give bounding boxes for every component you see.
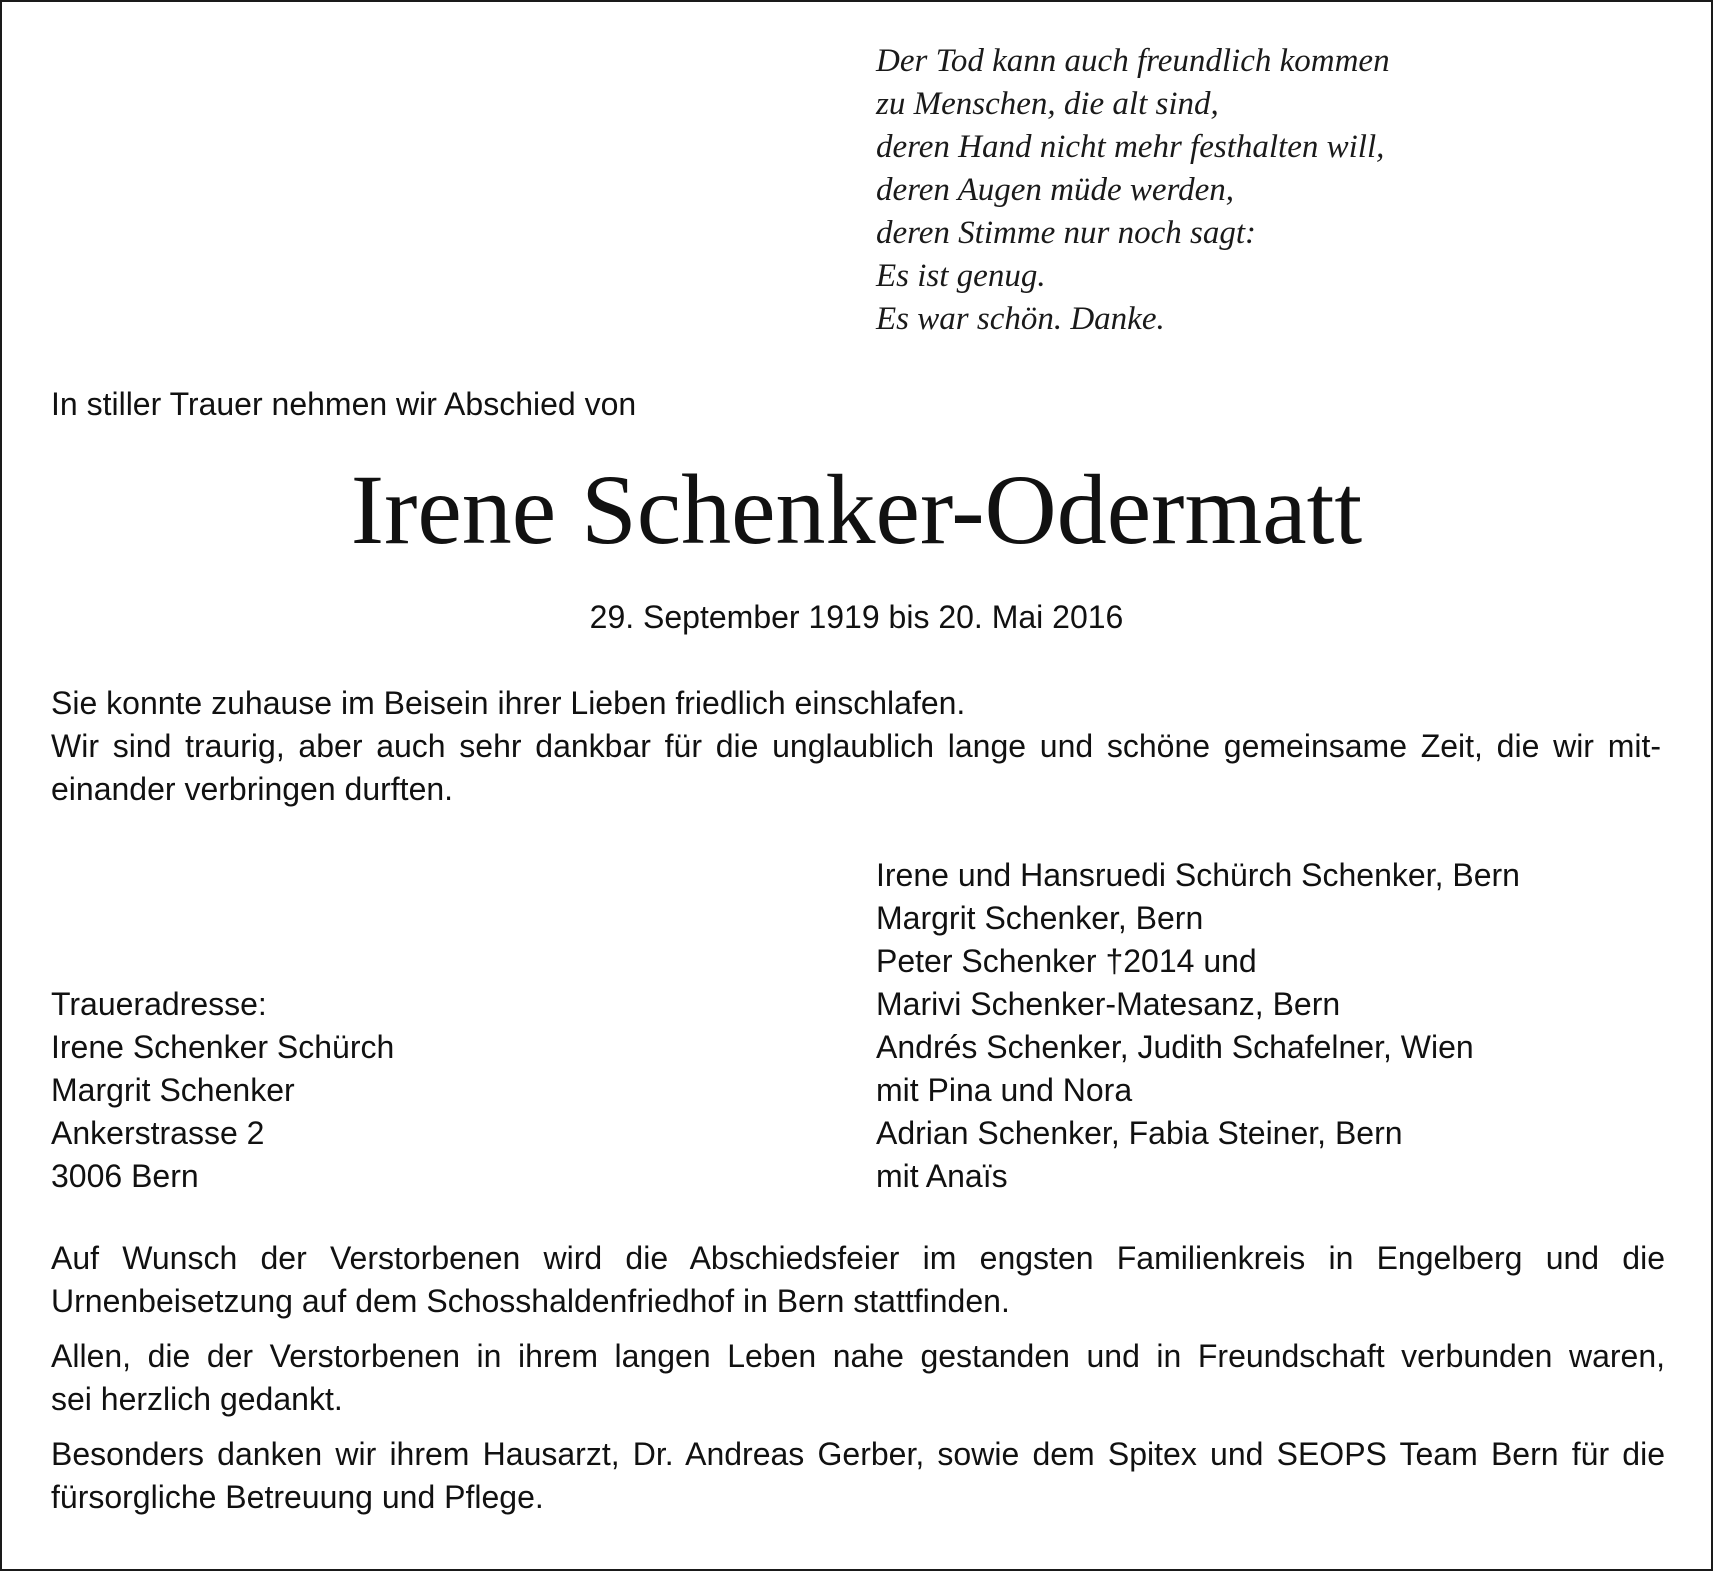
poem-line: zu Menschen, die alt sind, (876, 86, 1219, 122)
family-line: Margrit Schenker, Bern (876, 900, 1204, 936)
family-line: Adrian Schenker, Fabia Steiner, Bern (876, 1115, 1403, 1151)
funeral-paragraph (51, 1237, 1665, 1323)
poem-line: Es war schön. Danke. (876, 301, 1165, 337)
thanks-paragraph (51, 1335, 1665, 1421)
family-list (876, 854, 1520, 1198)
mourning-address (51, 983, 394, 1198)
address-line: Ankerstrasse 2 (51, 1115, 265, 1151)
family-line: mit Anaïs (876, 1158, 1008, 1194)
life-dates: 29. September 1919 bis 20. Mai 2016 (589, 599, 1124, 635)
family-line: Irene und Hansruedi Schürch Schenker, Bern (876, 857, 1520, 893)
paragraph-line: Auf Wunsch der Verstorbenen wird die Abschiedsfeier im engsten Familienkreis in Engelberg und die (51, 1240, 1665, 1276)
paragraph-line: Urnenbeisetzung auf dem Schosshaldenfriedhof in Bern stattfinden. (51, 1283, 1010, 1319)
paragraph-line: Besonders danken wir ihrem Hausarzt, Dr. Andreas Gerber, sowie dem Spitex und SEOPS Team Bern für die (51, 1436, 1665, 1472)
message-line: einander verbringen durften. (51, 771, 454, 807)
message-paragraph (51, 682, 1661, 811)
poem-line: deren Augen müde werden, (876, 172, 1235, 208)
poem-line: Es ist genug. (876, 258, 1046, 294)
deceased-name: Irene Schenker-Odermatt (350, 454, 1363, 565)
address-line: 3006 Bern (51, 1158, 199, 1194)
paragraph-line: fürsorgliche Betreuung und Pflege. (51, 1479, 544, 1515)
closing-section (51, 1237, 1665, 1531)
intro-text: In stiller Trauer nehmen wir Abschied von (51, 386, 637, 422)
poem (876, 40, 1390, 341)
family-line: Peter Schenker †2014 und (876, 943, 1257, 979)
message-line: Sie konnte zuhause im Beisein ihrer Lieben friedlich einschlafen. (51, 685, 966, 721)
poem-line: deren Hand nicht mehr festhalten will, (876, 129, 1385, 165)
poem-line: Der Tod kann auch freundlich kommen (876, 43, 1390, 79)
address-line: Irene Schenker Schürch (51, 1029, 395, 1065)
address-line: Margrit Schenker (51, 1072, 295, 1108)
paragraph-line: Allen, die der Verstorbenen in ihrem langen Leben nahe gestanden und in Freundschaft verbunden waren, (51, 1338, 1665, 1374)
family-line: Marivi Schenker-Matesanz, Bern (876, 986, 1341, 1022)
address-label: Traueradresse: (51, 986, 267, 1022)
poem-line: deren Stimme nur noch sagt: (876, 215, 1257, 251)
special-thanks-paragraph (51, 1433, 1665, 1519)
family-line: Andrés Schenker, Judith Schafelner, Wien (876, 1029, 1474, 1065)
message-line: Wir sind traurig, aber auch sehr dankbar für die unglaublich lange und schöne gemeinsame Zeit, die wir mit- (51, 728, 1661, 764)
family-line: mit Pina und Nora (876, 1072, 1133, 1108)
paragraph-line: sei herzlich gedankt. (51, 1381, 343, 1417)
